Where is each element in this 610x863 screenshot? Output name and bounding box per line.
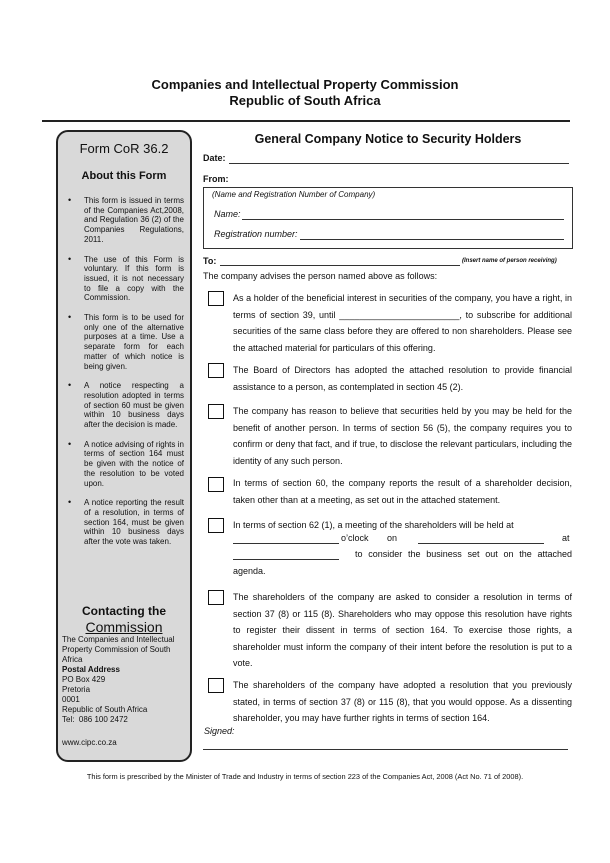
footer-note: This form is prescribed by the Minister of Trade and Industry in terms of section 223 of the Companies Act, 2008 (Act No. 71 of 2008). [86,772,524,781]
website-link[interactable]: www.cipc.co.za [62,738,117,747]
about-item: • A notice respecting a resolution adopted in terms of section 60 must be given within 10 business days after the decision is made. [64,381,184,430]
postal-address-label: Postal Address [62,665,120,674]
option-6-text: The shareholders of the company are asked to consider a resolution in terms of section 37 (8) or 115 (8). Shareholders who may oppose this resolution have rights to register their dissent in terms of section 164. To exercise those rights, a shareholder must inform the company of their intent before the resolution is put to a vote. [233,592,572,668]
form-title: General Company Notice to Security Holders [254,132,522,146]
date-field[interactable] [229,163,569,164]
from-box [203,187,573,249]
option-2-checkbox[interactable] [208,363,224,378]
option-7-checkbox[interactable] [208,678,224,693]
contact-heading-1: Contacting the [82,604,166,618]
postal-line: PO Box 429 [62,675,106,684]
recipient-field[interactable] [220,265,460,266]
about-item: • A notice advising of rights in terms of section 164 must be given with the notice of the resolution to be voted upon. [64,440,184,489]
to-label: To: [203,256,217,266]
about-item: • This form is to be used for only one of the alternative purposes at a time. Use a separate form for each matter of which notice is being given. [64,313,184,371]
date-label: Date: [203,153,226,163]
option-4-text: In terms of section 60, the company reports the result of a shareholder decision, taken other than at a meeting, as set out in the attached statement. [233,478,572,505]
postal-line: 0001 [62,695,80,704]
telephone-label: Tel: [62,715,75,724]
option-5-line-1: In terms of section 62 (1), a meeting of the shareholders will be held at [233,520,514,530]
option-3-checkbox[interactable] [208,404,224,419]
form-code: Form CoR 36.2 [79,141,169,156]
signed-label: Signed: [204,726,235,736]
postal-line: Republic of South Africa [62,705,148,714]
about-heading: About this Form [81,170,167,182]
oclock-text: o’clock [341,533,369,543]
option-5-checkbox[interactable] [208,518,224,533]
sidebar-panel [56,130,192,762]
option-2-text: The Board of Directors has adopted the attached resolution to provide financial assistance to a person, as contemplated in section 45 (2). [233,365,572,392]
registration-number-label: Registration number: [214,229,298,239]
intro-text: The company advises the person named above as follows: [203,271,438,281]
option-6-checkbox[interactable] [208,590,224,605]
option-1-text: As a holder of the beneficial interest in securities of the company, you have a right, in terms of section 39, until ________________________, to subscribe for additional securities of the same class before they are offered to non shareholders. Please see the attached material for particulars of this offering. [233,293,572,353]
telephone [62,715,190,725]
from-label: From: [203,174,229,184]
option-5-line-3: to consider the business set out on the attached [355,549,572,559]
about-item: • This form is issued in terms of the Companies Act,2008, and Regulation 36 (2) of the Companies Regulations, 2011. [64,196,184,245]
meeting-time-field[interactable] [233,543,339,544]
contact-org-line-2: Property Commission of South Africa [62,645,171,664]
on-text: on [387,533,398,543]
at-text: at [562,533,570,543]
to-note: (Insert name of person receiving) [462,258,557,264]
contact-heading-2: Commission [85,619,163,635]
name-label: Name: [214,209,241,219]
about-item: • The use of this Form is voluntary. If this form is issued, it is not necessary to file a copy with the Commission. [64,255,184,304]
about-item: • A notice reporting the result of a resolution, in terms of section 164, must be given within 10 business days after the vote was taken. [64,498,184,547]
commission-title: Companies and Intellectual Property Commission [151,77,459,92]
option-5-line-4: agenda. [233,566,266,576]
meeting-date-field[interactable] [418,543,544,544]
option-7-text: The shareholders of the company have adopted a resolution that you previously stated, in terms of section 37 (8) or 115 (8), that you would oppose. As a dissenting shareholder, you may have further rights in terms of section 164. [233,680,572,723]
contact-org-line-1: The Companies and Intellectual [62,635,175,644]
postal-line: Pretoria [62,685,91,694]
option-1-checkbox[interactable] [208,291,224,306]
country-title: Republic of South Africa [229,93,381,108]
signature-field[interactable] [203,749,568,750]
meeting-place-field[interactable] [233,559,339,560]
telephone-number: 086 100 2472 [78,715,128,724]
company-name-field[interactable] [242,219,564,220]
registration-number-field[interactable] [300,239,564,240]
about-list [64,196,184,557]
option-4-checkbox[interactable] [208,477,224,492]
option-3-text: The company has reason to believe that securities held by you may be held for the benefit of another person. In terms of section 56 (5), the company requires you to confirm or deny that fact, and if true, to disclose the relevant particulars, including the identity of any such person. [233,406,572,466]
header-divider [42,120,570,122]
from-box-caption: (Name and Registration Number of Company) [212,190,376,199]
